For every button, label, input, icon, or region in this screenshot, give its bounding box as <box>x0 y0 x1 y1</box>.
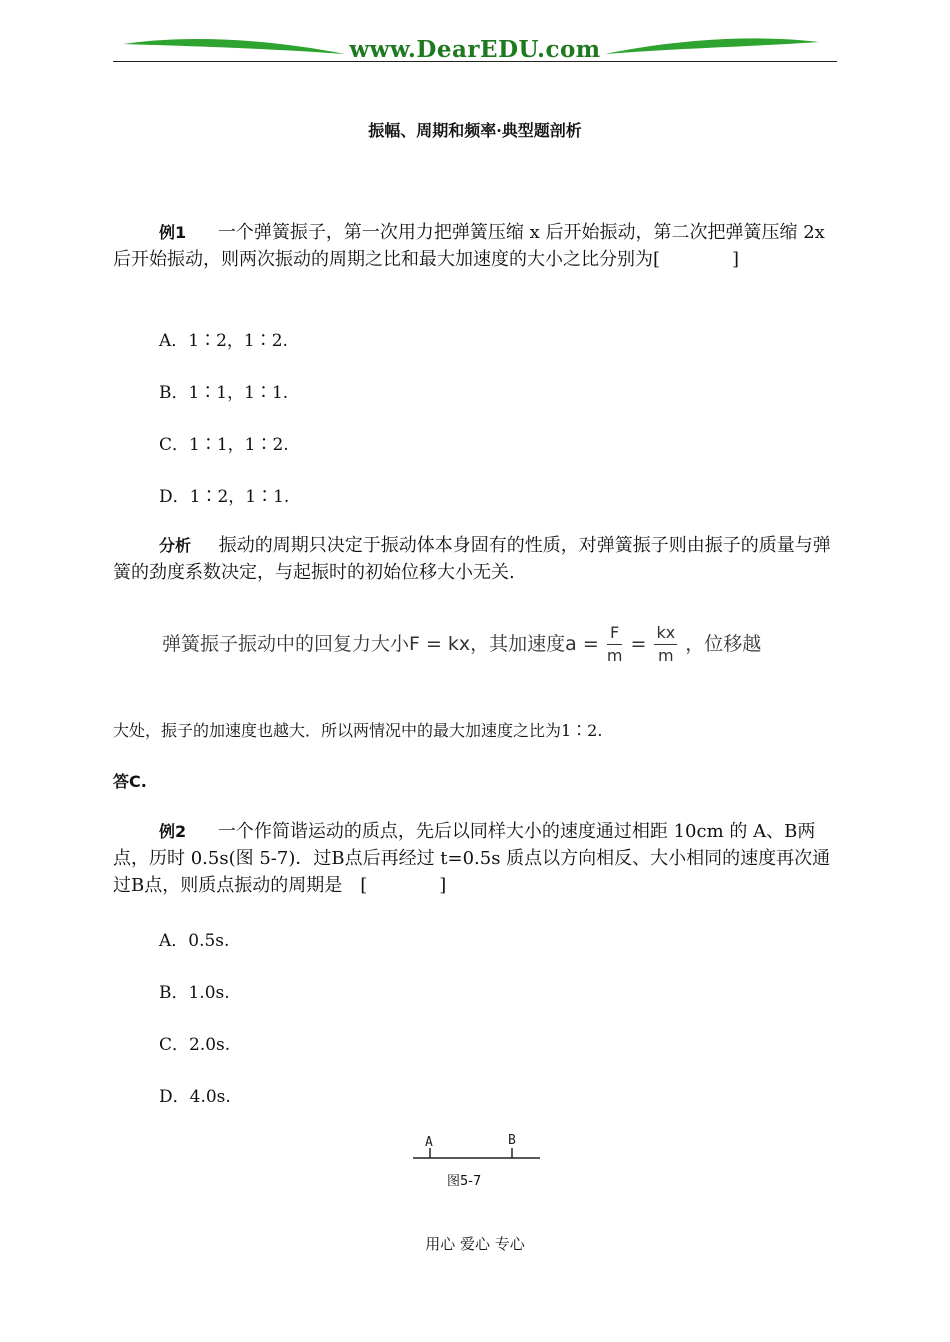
left-swoosh <box>123 39 345 54</box>
example2-label: 例2 <box>159 822 187 841</box>
example2-text: 一个作简谐运动的质点，先后以同样大小的速度通过相距 10cm 的 A、B两点，历时 0.5s(图 5-7)．过B点后再经过 t=0.5s 质点以方向相反、大小相同的速度再次通过B点，则质点振动的周期是 [ ] <box>113 821 831 896</box>
right-swoosh <box>605 38 819 54</box>
site-logo[interactable]: www.DearEDU.com <box>349 36 601 63</box>
analysis-text: 振动的周期只决定于振动体本身固有的性质，对弹簧振子则由振子的质量与弹簧的劲度系数决定，与起振时的初始位移大小无关. <box>113 535 831 583</box>
acceleration-formula <box>162 622 761 667</box>
point-a-label: A <box>425 1135 433 1150</box>
formula-suffix: ，位移越 <box>685 633 762 655</box>
example2-choice-c: C．2.0s. <box>159 1035 231 1055</box>
example2-choice-d: D．4.0s. <box>159 1087 231 1107</box>
answer-text: 答C. <box>113 772 147 791</box>
example2-choice-a: A．0.5s. <box>159 931 230 951</box>
figure-5-7 <box>410 1128 545 1168</box>
example2-choice-b: B．1.0s. <box>159 983 230 1003</box>
example1-label: 例1 <box>159 223 187 242</box>
formula-prefix: 弹簧振子振动中的回复力大小F = kx，其加速度a = <box>162 633 599 655</box>
frac2-denominator: m <box>658 646 674 665</box>
fraction-f-over-m <box>607 622 623 667</box>
frac1-denominator: m <box>606 646 623 665</box>
example1-choice-c: C．1∶1，1∶2. <box>159 435 289 455</box>
header-divider <box>113 61 837 62</box>
frac1-numerator: F <box>607 622 623 645</box>
example1-answer <box>113 768 837 795</box>
page-footer: 用心 爱心 专心 <box>425 1235 525 1253</box>
formula-equals: = <box>630 633 647 655</box>
fraction-kx-over-m <box>654 622 677 667</box>
figure-caption: 图5-7 <box>447 1174 482 1189</box>
example1-question <box>113 219 837 273</box>
example1-analysis <box>113 532 837 586</box>
example1-choice-b: B．1∶1，1∶1. <box>159 383 289 403</box>
example2-question <box>113 818 837 899</box>
example1-continuation: 大处，振子的加速度也越大．所以两情况中的最大加速度之比为1∶2. <box>113 721 603 740</box>
frac2-numerator: kx <box>654 622 677 645</box>
point-b-label: B <box>508 1133 516 1148</box>
analysis-label: 分析 <box>159 536 192 555</box>
page-title: 振幅、周期和频率·典型题剖析 <box>368 121 582 140</box>
example1-choice-a: A．1∶2，1∶2. <box>159 331 288 351</box>
example1-choice-d: D．1∶2，1∶1. <box>159 487 290 507</box>
example1-text: 一个弹簧振子，第一次用力把弹簧压缩 x 后开始振动，第二次把弹簧压缩 2x 后开始振动，则两次振动的周期之比和最大加速度的大小之比分别为[ ] <box>113 222 825 270</box>
